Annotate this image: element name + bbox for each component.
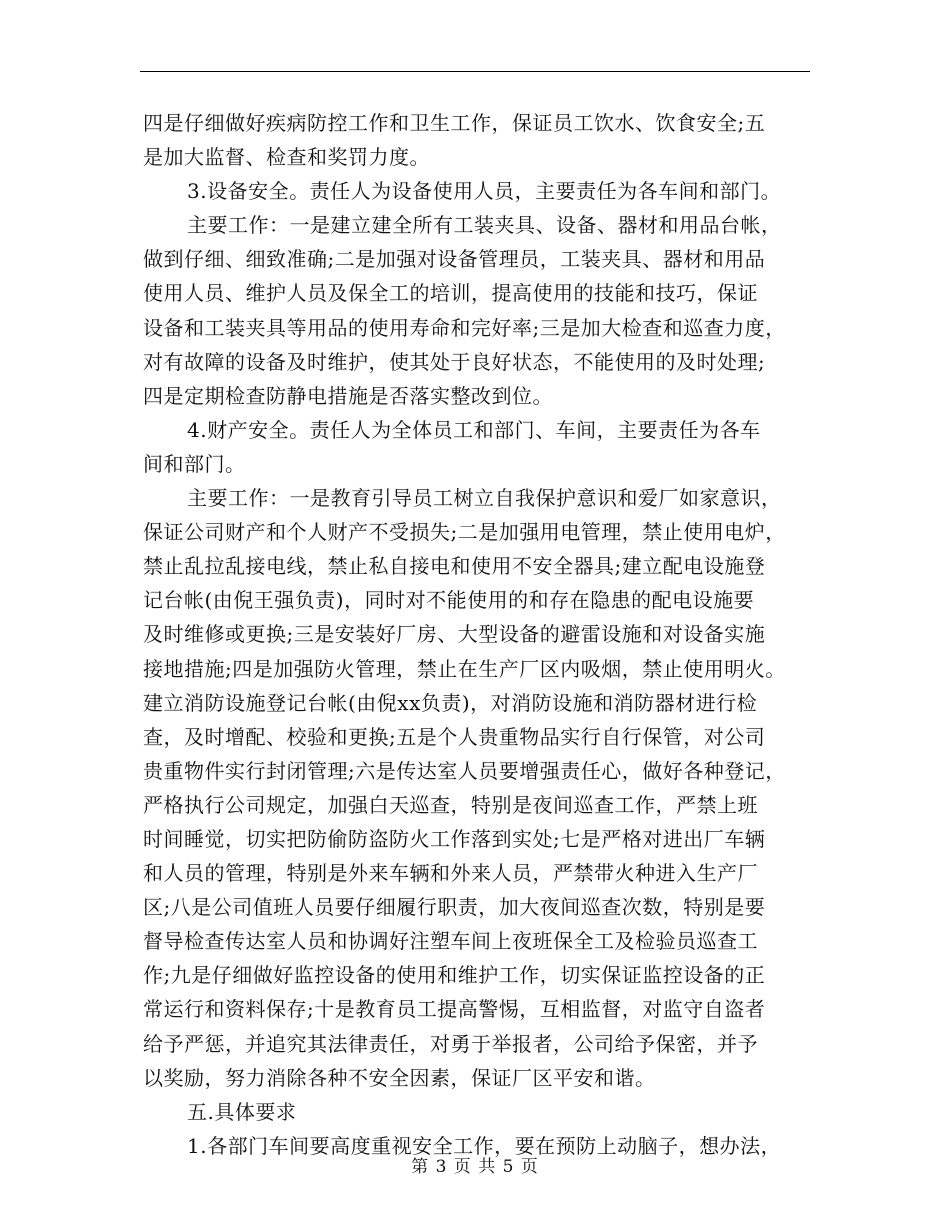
text-line: 4.财产安全。责任人为全体员工和部门、车间，主要责任为各车 xyxy=(187,417,761,442)
text-line: 四是定期检查防静电措施是否落实整改到位。 xyxy=(143,383,553,408)
text-line: 设备和工装夹具等用品的使用寿命和完好率;三是加大检查和巡查力度， xyxy=(143,315,786,340)
text-line: 记台帐(由倪王强负责)，同时对不能使用的和存在隐患的配电设施要 xyxy=(143,588,755,613)
text-line: 主要工作：一是建立建全所有工装夹具、设备、器材和用品台帐， xyxy=(187,213,782,238)
text-line: 贵重物件实行封闭管理;六是传达室人员要增强责任心，做好各种登记， xyxy=(143,758,786,783)
text-line: 间和部门。 xyxy=(143,451,246,476)
text-line: 以奖励，努力消除各种不安全因素，保证厂区平安和谐。 xyxy=(143,1065,656,1090)
text-line: 五.具体要求 xyxy=(187,1099,297,1124)
text-line: 对有故障的设备及时维护，使其处于良好状态，不能使用的及时处理; xyxy=(143,349,766,374)
page-number: 第 3 页 共 5 页 xyxy=(411,1157,539,1177)
text-line: 做到仔细、细致准确;二是加强对设备管理员，工装夹具、器材和用品 xyxy=(143,247,766,272)
text-line: 严格执行公司规定，加强白天巡查，特别是夜间巡查工作，严禁上班 xyxy=(143,792,758,817)
text-line: 作;九是仔细做好监控设备的使用和维护工作，切实保证监控设备的正 xyxy=(143,963,766,988)
text-line: 建立消防设施登记台帐(由倪xx负责)，对消防设施和消防器材进行检 xyxy=(143,690,758,715)
text-line: 保证公司财产和个人财产不受损失;二是加强用电管理，禁止使用电炉， xyxy=(143,520,786,545)
text-line: 使用人员、维护人员及保全工的培训，提高使用的技能和技巧，保证 xyxy=(143,281,758,306)
text-line: 区;八是公司值班人员要仔细履行职责，加大夜间巡查次数，特别是要 xyxy=(143,895,766,920)
text-line: 1.各部门车间要高度重视安全工作，要在预防上动脑子，想办法， xyxy=(187,1133,782,1158)
text-line: 查，及时增配、校验和更换;五是个人贵重物品实行自行保管，对公司 xyxy=(143,724,766,749)
text-line: 接地措施;四是加强防火管理，禁止在生产厂区内吸烟，禁止使用明火。 xyxy=(143,656,786,681)
text-line: 和人员的管理，特别是外来车辆和外来人员，严禁带火种进入生产厂 xyxy=(143,861,758,886)
text-line: 是加大监督、检查和奖罚力度。 xyxy=(143,145,430,170)
document-body xyxy=(143,106,813,1163)
text-line: 常运行和资料保存;十是教育员工提高警惕，互相监督，对监守自盗者 xyxy=(143,997,766,1022)
header-rule xyxy=(140,71,810,72)
text-line: 四是仔细做好疾病防控工作和卫生工作，保证员工饮水、饮食安全;五 xyxy=(143,111,766,135)
text-line: 及时维修或更换;三是安装好厂房、大型设备的避雷设施和对设备实施 xyxy=(143,622,766,647)
text-line: 3.设备安全。责任人为设备使用人员，主要责任为各车间和部门。 xyxy=(187,179,782,204)
text-line: 主要工作：一是教育引导员工树立自我保护意识和爱厂如家意识， xyxy=(187,486,782,511)
text-line: 禁止乱拉乱接电线，禁止私自接电和使用不安全器具;建立配电设施登 xyxy=(143,554,766,579)
text-line: 督导检查传达室人员和协调好注塑车间上夜班保全工及检验员巡查工 xyxy=(143,929,758,954)
text-line: 时间睡觉，切实把防偷防盗防火工作落到实处;七是严格对进出厂车辆 xyxy=(143,826,766,851)
text-line: 给予严惩，并追究其法律责任，对勇于举报者，公司给予保密，并予 xyxy=(143,1031,758,1056)
